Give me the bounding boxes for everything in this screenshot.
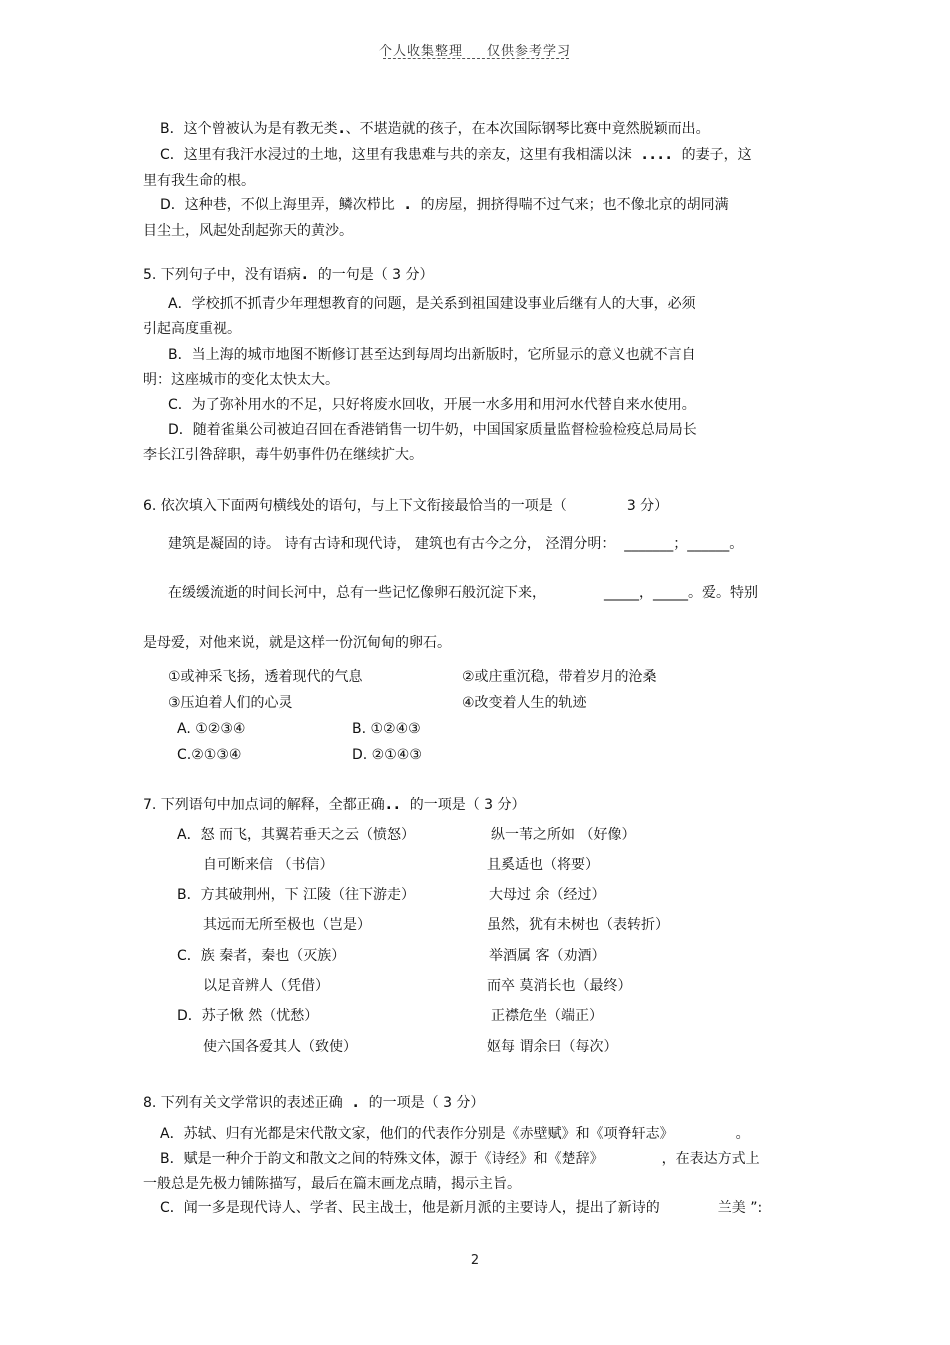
emphasis-dot: .: [353, 1095, 359, 1111]
q7-d2-right: 妪每 谓余曰（每次）: [487, 1039, 618, 1055]
header-right-text: 仅供参考学习: [487, 44, 572, 59]
q6-passage-3: 是母爱，对他来说，就是这样一份沉甸甸的卵石。: [143, 635, 451, 651]
q6-choice-d: D. ②①④③: [352, 747, 422, 763]
q5-option-d: D．随着雀巢公司被迫召回在香港销售一切牛奶，中国国家质量监督检验检疫总局局长: [168, 422, 697, 438]
emphasis-dot: .: [658, 147, 664, 163]
q5-option-a-line2: 引起高度重视。: [143, 321, 241, 337]
q7-stem: 7. 下列语句中加点词的解释，全都正确. . 的一项是（ 3 分）: [143, 797, 526, 813]
header-left-text: 个人收集整理: [378, 44, 463, 59]
q7-b-left: B．方其破荆州，下 江陵（往下游走）: [177, 887, 416, 903]
emphasis-dot: .: [666, 147, 672, 163]
q7-d-right: 正襟危坐（端正）: [491, 1008, 603, 1024]
q7-a2-right: 且奚适也（将要）: [487, 857, 599, 873]
q7-c-right: 举酒属 客（劝酒）: [489, 948, 606, 964]
q6-item-2: ②或庄重沉稳，带着岁月的沧桑: [462, 669, 657, 685]
q7-b2-right: 虽然，犹有未树也（表转折）: [487, 917, 669, 933]
q4-option-d: D．这种巷，不似上海里弄，鳞次栉比 . 的房屋，拥挤得喘不过气来；也不像北京的胡同满: [160, 197, 729, 213]
header-dashed-line: [383, 58, 569, 59]
q8-option-b-line2: 一般总是先极力铺陈描写，最后在篇末画龙点睛，揭示主旨。: [143, 1176, 521, 1192]
q7-d-left: D．苏子愀 然（忧愁）: [177, 1008, 319, 1024]
q5-option-c: C．为了弥补用水的不足，只好将废水回收，开展一水多用和用河水代替自来水使用。: [168, 397, 696, 413]
q5-option-a: A．学校抓不抓青少年理想教育的问题，是关系到祖国建设事业后继有人的大事，必须: [168, 296, 696, 312]
q8-stem: 8. 下列有关文学常识的表述正确 . 的一项是（ 3 分）: [143, 1095, 485, 1111]
q7-a-left: A．怒 而飞，其翼若垂天之云（愤怒）: [177, 827, 416, 843]
q6-choice-b: B. ①②④③: [352, 721, 421, 737]
page-number: 2: [470, 1253, 480, 1268]
q5-stem: 5. 下列句子中，没有语病. 的一句是（ 3 分）: [143, 267, 434, 283]
q8-option-a: A．苏轼、归有光都是宋代散文家，他们的代表作分别是《赤壁赋》和《项脊轩志》 。: [160, 1126, 750, 1142]
q7-c2-left: 以足音辨人（凭借）: [203, 978, 329, 994]
q8-option-c: C．闻一多是现代诗人、学者、民主战士，他是新月派的主要诗人，提出了新诗的 兰美 ”:: [160, 1200, 763, 1216]
q4-option-c: C．这里有我汗水浸过的土地，这里有我患难与共的亲友，这里有我相濡以沫 . . . . 的妻子，这: [160, 147, 752, 163]
q4-option-d-line2: 目尘土，风起处刮起弥天的黄沙。: [143, 223, 353, 239]
q7-a-right: 纵一苇之所如 （好像）: [491, 827, 636, 843]
q5-option-b-line2: 明：这座城市的变化太快太大。: [143, 372, 339, 388]
q6-passage-1: 建筑是凝固的诗。 诗有古诗和现代诗， 建筑也有古今之分， 泾渭分明： _______；______。: [168, 536, 744, 552]
q6-item-1: ①或神采飞扬，透着现代的气息: [168, 669, 363, 685]
emphasis-dot: .: [650, 147, 656, 163]
q8-option-b: B．赋是一种介于韵文和散文之间的特殊文体，源于《诗经》和《楚辞》 ，在表达方式上: [160, 1151, 760, 1167]
q6-choice-a: A. ①②③④: [177, 721, 246, 737]
q4-option-b: B．这个曾被认为是有教无类.、不堪造就的孩子，在本次国际钢琴比赛中竟然脱颖而出。: [160, 121, 710, 137]
q6-passage-2: 在缓缓流逝的时间长河中，总有一些记忆像卵石般沉淀下来， _____，_____。爱。特别: [168, 585, 758, 601]
page-header: [0, 40, 950, 59]
q4-option-c-line2: 里有我生命的根。: [143, 173, 255, 189]
q6-item-3: ③压迫着人们的心灵: [168, 695, 293, 711]
q7-c2-right: 而卒 莫消长也（最终）: [487, 978, 632, 994]
emphasis-dot: .: [405, 197, 411, 213]
emphasis-dot: .: [338, 121, 345, 137]
q6-stem: 6. 依次填入下面两句横线处的语句，与上下文衔接最恰当的一项是（ 3 分）: [143, 498, 669, 514]
emphasis-dot: .: [386, 797, 392, 813]
q7-a2-left: 自可断来信 （书信）: [203, 857, 334, 873]
q6-choice-c: C.②①③④: [177, 747, 242, 763]
q6-item-4: ④改变着人生的轨迹: [462, 695, 587, 711]
q7-b2-left: 其远而无所至极也（岂是）: [203, 917, 371, 933]
q7-d2-left: 使六国各爱其人（致使）: [203, 1039, 357, 1055]
q5-option-d-line2: 李长江引咎辞职，毒牛奶事件仍在继续扩大。: [143, 447, 423, 463]
q7-c-left: C．族 秦者，秦也（灭族）: [177, 948, 346, 964]
emphasis-dot: .: [302, 267, 308, 283]
q5-option-b: B．当上海的城市地图不断修订甚至达到每周均出新版时，它所显示的意义也就不言自: [168, 347, 696, 363]
q7-b-right: 大母过 余（经过）: [489, 887, 606, 903]
emphasis-dot: .: [394, 797, 400, 813]
emphasis-dot: .: [642, 147, 648, 163]
